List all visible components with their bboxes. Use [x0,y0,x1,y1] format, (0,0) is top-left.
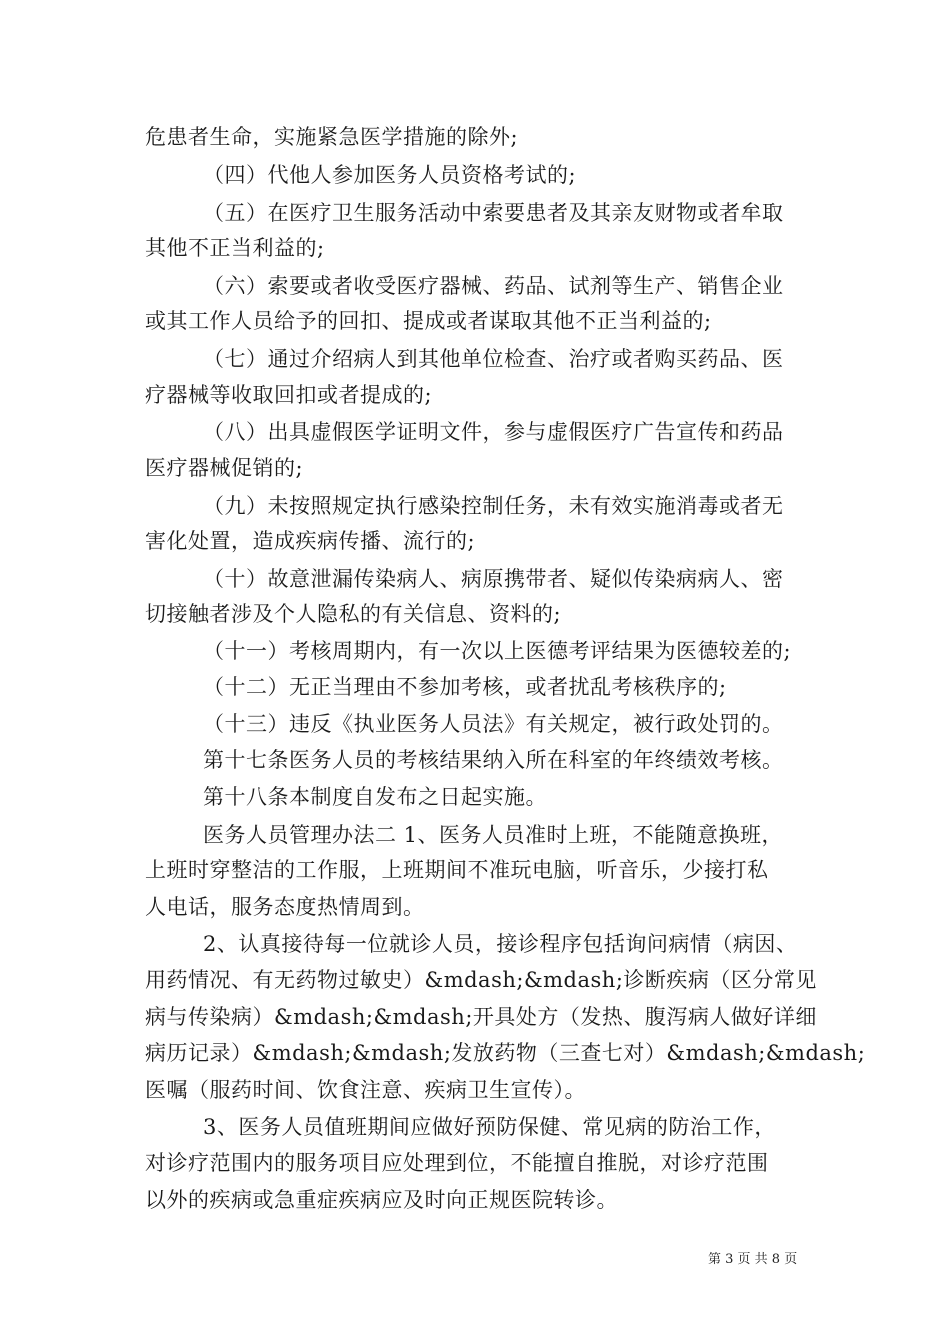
body-line: （七）通过介绍病人到其他单位检查、治疗或者购买药品、医 [203,347,784,371]
body-line: （六）索要或者收受医疗器械、药品、试剂等生产、销售企业 [203,274,784,298]
body-line: 害化处置，造成疾病传播、流行的; [145,529,476,553]
body-line: 医疗器械促销的; [145,456,304,480]
body-line: （八）出具虚假医学证明文件，参与虚假医疗广告宣传和药品 [203,420,784,444]
body-line: （十）故意泄漏传染病人、病原携带者、疑似传染病病人、密 [203,567,784,591]
body-line: 病历记录）&mdash;&mdash;发放药物（三查七对）&mdash;&mdash; [145,1041,866,1065]
body-line: （十三）违反《执业医务人员法》有关规定，被行政处罚的。 [203,712,784,736]
body-line: 危患者生命，实施紧急医学措施的除外; [145,125,519,149]
body-line: （十二）无正当理由不参加考核，或者扰乱考核秩序的; [203,675,727,699]
body-line: 人电话，服务态度热情周到。 [145,895,425,919]
body-line: 疗器械等收取回扣或者提成的; [145,383,433,407]
body-line: 病与传染病）&mdash;&mdash;开具处方（发热、腹泻病人做好详细 [145,1005,817,1029]
body-line: 以外的疾病或急重症疾病应及时向正规医院转诊。 [145,1188,618,1212]
body-line: 医嘱（服药时间、饮食注意、疾病卫生宣传）。 [145,1078,586,1102]
body-line: 第十七条医务人员的考核结果纳入所在科室的年终绩效考核。 [203,748,784,772]
page-footer: 第 3 页 共 8 页 [708,1252,798,1267]
body-line: 3、医务人员值班期间应做好预防保健、常见病的防治工作， [203,1115,776,1139]
body-line: 对诊疗范围内的服务项目应处理到位，不能擅自推脱，对诊疗范围 [145,1151,769,1175]
body-line: （九）未按照规定执行感染控制任务，未有效实施消毒或者无 [203,494,784,518]
body-line: 医务人员管理办法二 1、医务人员准时上班，不能随意换班， [203,823,784,847]
body-line: 第十八条本制度自发布之日起实施。 [203,785,547,809]
body-line: （五）在医疗卫生服务活动中索要患者及其亲友财物或者牟取 [203,201,784,225]
body-line: 切接触者涉及个人隐私的有关信息、资料的; [145,602,562,626]
body-line: 其他不正当利益的; [145,236,325,260]
body-line: （十一）考核周期内，有一次以上医德考评结果为医德较差的; [203,639,792,663]
body-line: 或其工作人员给予的回扣、提成或者谋取其他不正当利益的; [145,309,712,333]
body-line: 2、认真接待每一位就诊人员，接诊程序包括询问病情（病因、 [203,932,798,956]
body-line: （四）代他人参加医务人员资格考试的; [203,163,577,187]
body-line: 用药情况、有无药物过敏史）&mdash;&mdash;诊断疾病（区分常见 [145,968,817,992]
body-line: 上班时穿整洁的工作服，上班期间不准玩电脑，听音乐，少接打私 [145,858,769,882]
